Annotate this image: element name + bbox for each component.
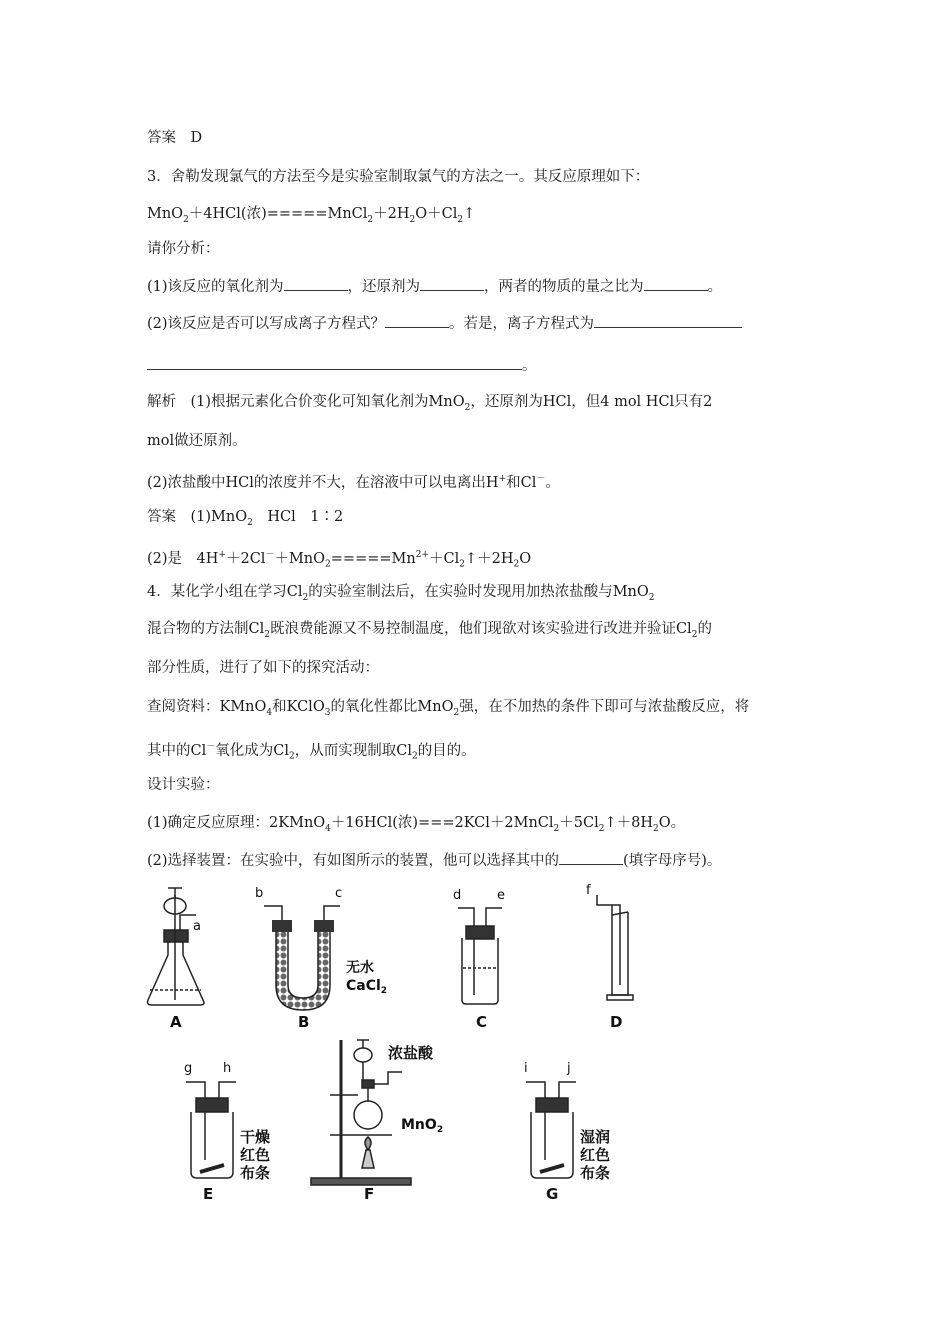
q4-line-2: 混合物的方法制$Cl_2$既浪费能源又不易控制温度，他们现欲对该实验进行改进并验证$Cl_2$的	[147, 621, 712, 640]
q3-part1: (1)该反应的氧化剂为 ，还原剂为 ，两者的物质的量之比为 。	[147, 276, 722, 297]
label-c: C	[476, 1013, 488, 1031]
port-i: i	[524, 1061, 528, 1076]
b-reagent-line2: CaCl$_2$	[346, 978, 388, 996]
q3-equation: MnO$_2$＋4HCl(浓)$=====MnCl_2+2H_2O+Cl_2↑$	[147, 206, 476, 225]
q3-stem: 3．舍勒发现氯气的方法至今是实验室制取氯气的方法之一。其反应原理如下：	[147, 169, 650, 185]
port-c: c	[335, 886, 343, 901]
label-f: F	[364, 1185, 375, 1203]
b-reagent-line1: 无水	[346, 960, 374, 976]
f-solid-label: MnO$_2$	[401, 1117, 444, 1135]
port-j: j	[567, 1061, 571, 1076]
port-e: e	[497, 888, 505, 903]
apparatus-e	[186, 1082, 236, 1178]
q4-line-6: 设计实验：	[147, 777, 220, 793]
q4-line-7: (1)确定反应原理：2KMnO$_4$＋16HCl(浓)$===2KCl+2MnCl_2+5Cl_2↑+8H_2O$。	[147, 815, 686, 834]
q3-answer-1: 答案 (1)MnO$_2$ HCl 1∶2	[147, 509, 344, 528]
port-h: h	[223, 1061, 232, 1076]
q3-part2-continued: 。	[147, 355, 537, 376]
q3-analysis-1: 解析 (1)根据元素化合价变化可知氧化剂为MnO$_2$，还原剂为HCl，但4 mol HCl只有2	[147, 394, 713, 413]
q4-line-5: 其中的Cl－氧化成为$Cl_2$，从而实现制取$Cl_2$的目的。	[147, 742, 476, 762]
q3-prompt: 请你分析：	[147, 241, 220, 257]
q4-line-1: 4．某化学小组在学习$Cl_2$的实验室制法后，在实验时发现用加热浓盐酸与MnO$_2$	[147, 584, 655, 603]
port-b: b	[255, 886, 264, 901]
q3-analysis-2: (2)浓盐酸中HCl的浓度并不大，在溶液中可以电离出H+和Cl－。	[147, 474, 560, 491]
q3-analysis-1b: mol做还原剂。	[147, 433, 247, 449]
port-a: a	[193, 919, 201, 934]
label-b: B	[298, 1013, 310, 1031]
q4-line-4: 查阅资料：KMnO$_4$和KClO$_3$的氧化性都比MnO$_2$强，在不加热的条件下即可与浓盐酸反应，将	[147, 699, 750, 718]
apparatus-a	[148, 888, 205, 1005]
apparatus-g	[526, 1082, 576, 1178]
label-e: E	[203, 1185, 214, 1203]
e-label-line3: 布条	[240, 1164, 271, 1182]
q4-line-8: (2)选择装置：在实验中，有如图所示的装置，他可以选择其中的 (填字母序号)。	[147, 850, 721, 871]
g-label-line2: 红色	[580, 1146, 611, 1164]
g-label-line3: 布条	[580, 1164, 611, 1182]
label-d: D	[610, 1013, 623, 1031]
apparatus-d	[597, 895, 633, 1000]
q3-part2: (2)该反应是否可以写成离子方程式？ 。若是，离子方程式为	[147, 313, 742, 334]
q4-line-3: 部分性质，进行了如下的探究活动：	[147, 660, 379, 676]
e-label-line2: 红色	[240, 1146, 271, 1164]
label-g: G	[546, 1185, 559, 1203]
port-f: f	[586, 883, 591, 898]
port-d: d	[453, 888, 462, 903]
q2-answer: 答案 D	[147, 130, 203, 146]
apparatus-b	[264, 906, 340, 1010]
port-g: g	[184, 1061, 193, 1076]
q3-answer-2: (2)是 $4H^++2Cl^-+MnO_2=====Mn^{2+}+Cl_2↑+2H_2O$	[147, 550, 532, 570]
label-a: A	[170, 1013, 182, 1031]
apparatus-c	[458, 908, 502, 1004]
g-label-line1: 湿润	[580, 1128, 611, 1146]
f-acid-label: 浓盐酸	[388, 1044, 434, 1062]
e-label-line1: 干燥	[240, 1128, 271, 1146]
